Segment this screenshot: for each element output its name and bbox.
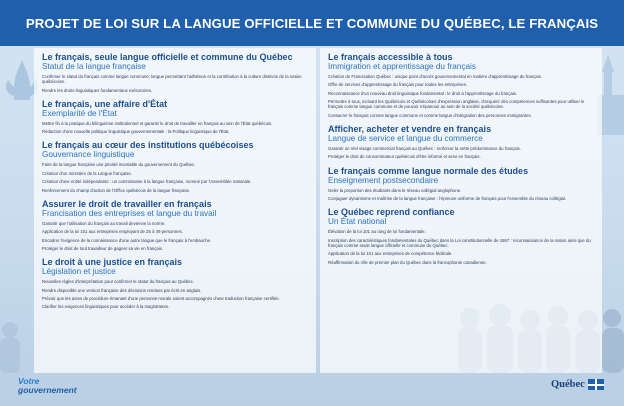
section-item: Application de la loi 101 aux entreprises de compétence fédérale. — [328, 251, 453, 257]
section-title: Le Québec reprend confiance — [328, 207, 455, 218]
left-column — [42, 52, 310, 316]
section — [42, 257, 310, 309]
section-item: Rendre disponible une version française des décisions rendues par écrit en anglais. — [42, 287, 202, 293]
section-item: Réaffirmation du rôle de premier plan du Québec dans la francophonie canadienne. — [328, 259, 487, 265]
section — [42, 52, 310, 93]
section-item: Création d'une entité indépendante : un commissaire à la langue française, nommé par l'Assemblée nationale. — [42, 179, 252, 185]
votre-gouvernement-logo — [18, 377, 77, 394]
section-item: Mettre fin à la pratique du bilinguisme institutionnel et garantir le droit de travailler en français au sein de l'État québécois. — [42, 120, 273, 126]
gov-logo-line2: gouvernement — [18, 384, 77, 395]
section-item: Clarifier les exigences linguistiques pour accéder à la magistrature. — [42, 304, 170, 310]
section-item: Élévation de la loi 101 au rang de loi fondamentale. — [328, 229, 426, 235]
section-subtitle: Enseignement postsecondaire — [328, 175, 439, 185]
section-title: Assurer le droit de travailler en français — [42, 198, 212, 209]
section-item: Consacrer le français comme langue commune et comme langue d'intégration des personnes immigrantes. — [328, 112, 532, 118]
section-item: Reconnaissance d'un nouveau droit linguistique fondamental : le droit à l'apprentissage du français. — [328, 90, 518, 96]
gov-logo-line1: Votre — [18, 376, 40, 386]
quebec-logo — [551, 379, 604, 390]
section-subtitle: Immigration et apprentissage du français — [328, 62, 476, 71]
section — [328, 207, 596, 265]
section-title: Le français au cœur des institutions québécoises — [42, 140, 254, 151]
section-title: Le français, une affaire d'État — [42, 98, 168, 109]
section-item: Application de la loi 101 aux entreprises employant de 25 à 49 personnes. — [42, 229, 183, 235]
section-item: Faire de la langue française une priorité invariable du gouvernement du Québec. — [42, 162, 196, 168]
section-title: Le français, seule langue officielle et commune du Québec — [42, 52, 293, 62]
section-item: Création d'un ministère de la Langue française. — [42, 170, 132, 176]
section-item: Encadrer l'exigence de la connaissance d'une autre langue que le français à l'embauche. — [42, 237, 212, 243]
section-subtitle: Exemplarité de l'État — [42, 108, 117, 118]
section-item: Confirmer le statut du français comme langue commune; langue permettant l'adhésion et la contribution à la culture distincte de la nation québécoise. — [42, 74, 302, 85]
section-subtitle: Francisation des entreprises et langue du travail — [42, 208, 217, 218]
section-title: Afficher, acheter et vendre en français — [328, 123, 492, 134]
section-item: Rédaction d'une nouvelle politique linguistique gouvernementale : la Politique linguistique de l'État. — [42, 129, 230, 135]
section-item: Création de Francisation Québec : unique point d'accès gouvernemental en matière d'apprentissage du français. — [328, 74, 542, 79]
section-item: Renforcement du champ d'action de l'Office québécois de la langue française. — [42, 187, 191, 193]
section — [328, 52, 596, 118]
section-item: Rendre les droits linguistiques fondamentaux exécutoires. — [42, 87, 153, 93]
section — [42, 199, 310, 251]
section — [328, 166, 596, 202]
page-title: PROJET DE LOI SUR LA LANGUE OFFICIELLE ET COMMUNE DU QUÉBEC, LE FRANÇAIS — [25, 15, 599, 31]
section-subtitle: Statut de la langue française — [42, 62, 146, 71]
section-item: Protéger le droit de tout travailleur de gagner sa vie en français. — [42, 245, 164, 251]
section-item: Geler la proportion des étudiants dans le réseau collégial anglophone. — [328, 187, 462, 193]
header-bar — [0, 0, 624, 46]
section — [328, 124, 596, 160]
section-item: Garantir que l'utilisation du français au travail devienne la norme. — [42, 220, 166, 226]
section — [42, 99, 310, 135]
quebec-logo-text: Québec — [551, 379, 585, 390]
right-content-panel — [320, 48, 602, 373]
section-item: Nouvelles règles d'interprétation pour confirmer le statut du français au Québec. — [42, 279, 195, 285]
section-item: Garantir un réel visage commercial français au Québec : renforcer la nette prédominance du français. — [328, 145, 521, 151]
section-item: Prévoir que les actes de procédure émanant d'une personne morale soient accompagnés d'une traduction française certifiée. — [42, 295, 280, 301]
section-item: Protéger le droit du consommateur québécois d'être informé et servi en français. — [328, 154, 481, 160]
section — [42, 140, 310, 192]
section-title: Le droit à une justice en français — [42, 257, 183, 268]
section-title: Le français accessible à tous — [328, 52, 453, 62]
section-subtitle: Langue de service et langue du commerce — [328, 133, 483, 143]
left-content-panel — [34, 48, 316, 373]
section-title: Le français comme langue normale des études — [328, 165, 529, 176]
section-item: Inscription des caractéristiques fondamentales du Québec dans la Loi constitutionnelle de 1867 : reconnaissance de la nation ainsi que du français comme seule langue officielle et commune du Québec. — [328, 237, 591, 248]
section-subtitle: Gouvernance linguistique — [42, 150, 135, 160]
section-subtitle: Législation et justice — [42, 267, 116, 277]
quebec-flag-icon — [588, 379, 604, 390]
right-column — [328, 52, 596, 271]
section-subtitle: Un État national — [328, 217, 387, 227]
section-item: Conjuguer dynamisme et maîtrise de la langue française : l'épreuve uniforme de français pour l'ensemble du réseau collégial. — [328, 195, 567, 201]
section-item: Permettre à tous, incluant les Québécois et Québécoises d'expression anglaise, d'acquérir des compétences suffisantes pour utiliser le français comme langue commune et de pouvoir s'épanouir au sein de la société québécoise. — [328, 99, 585, 110]
section-item: Offre de services d'apprentissage du français pour toutes les entreprises. — [328, 82, 468, 88]
